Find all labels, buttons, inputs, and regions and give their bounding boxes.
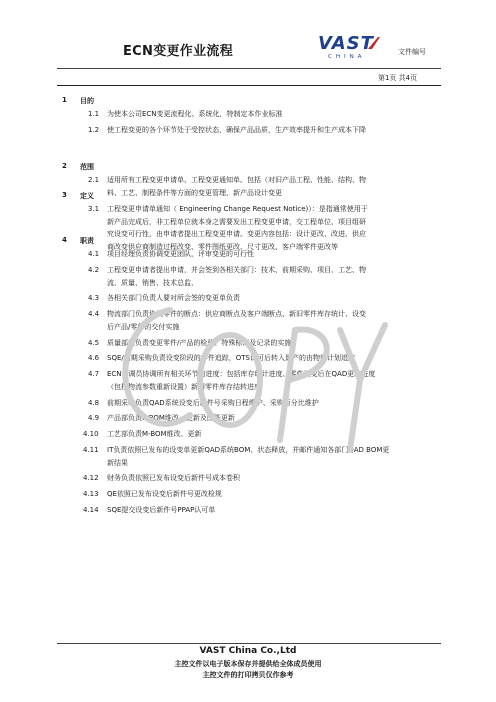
section-number: 4: [62, 236, 67, 244]
page-indicator: 第1页 共4页: [378, 74, 418, 82]
section-number: 3: [62, 191, 67, 199]
footer-note-electronic: 主控文件以电子版本保存并提供给全体成员使用: [174, 660, 322, 668]
item-text-line: （包括物流参数重新设置）新旧零件库存结转进度: [107, 382, 261, 391]
item-text-line: SQE/前期采购负责设变阶段的样件追踪，OTS认可后转入量产的由物料计划追踪: [107, 354, 355, 363]
item-number: 4.1: [88, 250, 100, 259]
item-number: 4.10: [83, 430, 99, 439]
item-text-line: 料、工艺、制程条件等方面的变更管理、新产品设计变更: [107, 188, 282, 197]
section-heading: 范围: [80, 163, 94, 171]
item-number: 4.11: [83, 445, 99, 454]
item-number: 4.13: [83, 490, 99, 499]
item-number: 4.9: [88, 414, 100, 423]
item-number: 3.1: [88, 205, 100, 214]
item-text-line: 财务负责依照已发布设变后新件号成本卷积: [107, 474, 240, 483]
item-number: 1.2: [88, 125, 100, 134]
section-heading: 定义: [80, 192, 94, 200]
item-text-line: 适用所有工程变更申请单、工程变更通知单。包括（对旧产品工程、性能、结构、物: [107, 176, 366, 185]
item-number: 4.3: [88, 294, 100, 303]
item-number: 4.14: [83, 505, 99, 514]
item-text-line: 项目经理负责协调变更团队，评审变更的可行性: [107, 250, 254, 259]
item-text-line: 商改变供应商制造过程改变、零件图纸更改、尺寸更改、客户端零件更改等: [107, 242, 338, 251]
item-text-line: 使工程变更的各个环节处于受控状态，确保产品品质，生产效率提升和生产成本下降: [107, 125, 366, 134]
item-number: 4.7: [88, 370, 100, 379]
file-number-label: 文件编号: [398, 48, 426, 56]
item-text-line: 究设变可行性，由申请者提出工程变更申请。变更内容包括：设计更改、改进、供应: [107, 230, 366, 239]
logo-subtext: CHINA: [328, 54, 366, 60]
footer-divider: [57, 643, 441, 644]
section-heading: 目的: [80, 97, 94, 105]
item-number: 1.1: [88, 110, 100, 119]
logo-swoosh-icon: [366, 35, 388, 51]
item-text-line: 新结果: [107, 458, 128, 467]
item-text-line: 工程变更申请者提出申请，并会签到各相关部门：技术、前期采购、项目、工艺、物: [107, 265, 366, 274]
item-text-line: SQE提交设变后新件号PPAP认可单: [107, 505, 216, 514]
item-text-line: 工程变更申请单通知（ Engineering Change Request Notice)）：是指通常使用于: [107, 205, 368, 214]
document-title: ECN变更作业流程: [123, 44, 234, 59]
header-divider-bold: [57, 85, 441, 86]
item-number: 4.4: [88, 310, 100, 319]
item-number: 2.1: [88, 176, 100, 185]
item-number: 4.6: [88, 354, 100, 363]
section-number: 1: [62, 96, 67, 104]
item-text-line: 前期采购负责QAD系统设变后新件号采购日程维护、采购百分比维护: [107, 398, 319, 407]
section-number: 2: [62, 162, 67, 170]
item-text-line: 新产品完成后，非工程单位就本身之需要发出工程变更申请，交工程单位、项目组研: [107, 217, 366, 226]
item-number: 4.8: [88, 398, 100, 407]
item-text-line: 工艺部负责M-BOM维改、更新: [107, 430, 202, 439]
company-logo: [318, 33, 398, 67]
item-text-line: QE依照已发布设变后新件号更改检规: [107, 490, 222, 499]
item-text-line: IT负责依照已发布的设变单更新QAD系统BOM、状态释放，并邮件通知各部门QAD BOM更: [107, 445, 390, 454]
footer-company-name: VAST China Co.,Ltd: [199, 646, 297, 656]
item-text-line: 物流部门负责协调零件的断点：供应商断点及客户端断点、新旧零件库存统计、设变: [107, 310, 366, 319]
item-text-line: 为使本公司ECN变更流程化、系统化，特制定本作业标准: [107, 110, 283, 119]
item-number: 4.5: [88, 338, 100, 347]
item-text-line: ECN协调员协调所有相关环节的进度：包括库存统计进度、零件设变后在QAD更改进度: [107, 370, 376, 379]
header-divider: [57, 68, 441, 69]
item-text-line: 后产品/零件的交付实施: [107, 322, 180, 331]
item-text-line: 质量部门负责变更零件/产品的检验、特殊标识及记录的实施: [107, 338, 292, 347]
item-text-line: 流、质量、销售、技术总监、: [107, 278, 198, 287]
item-number: 4.12: [83, 474, 99, 483]
item-text-line: 各相关部门负责人要对所会签的变更单负责: [107, 294, 240, 303]
footer-note-print: 主控文件的打印拷贝仅作参考: [202, 671, 294, 679]
logo-wordmark: VAST: [318, 33, 374, 54]
section-heading: 职责: [80, 237, 94, 245]
item-text-line: 产品部负责E-BOM维改、更新及图纸更新: [107, 414, 235, 423]
item-number: 4.2: [88, 265, 100, 274]
